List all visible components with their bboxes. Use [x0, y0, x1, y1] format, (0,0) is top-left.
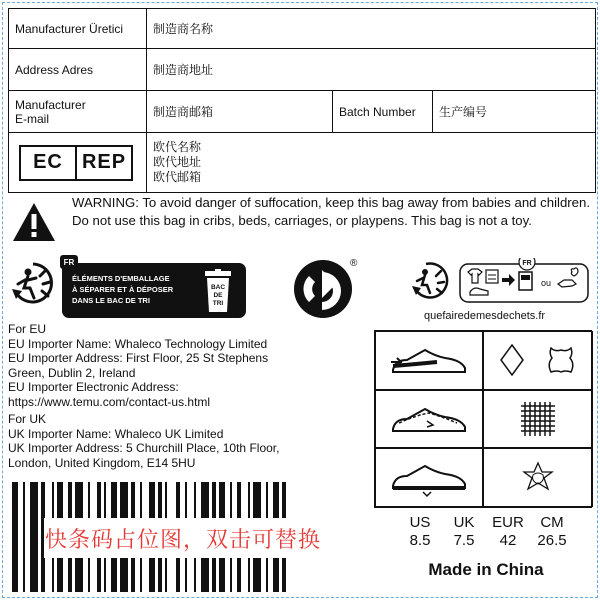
triman-line-2: À SÉPARER ET À DÉPOSER — [72, 285, 174, 294]
svg-text:DE: DE — [213, 292, 223, 299]
email-label — [9, 91, 147, 133]
svg-text:BAC: BAC — [210, 284, 226, 291]
warning-text: WARNING: To avoid danger of suffocation, keep this bag away from babies and children. Do not use this bag in cribs, beds, carriages, or playpens. This bag is not a toy. — [72, 195, 591, 228]
shoe-lining-icon — [387, 397, 471, 441]
lining-shoe-cell — [375, 390, 483, 449]
ec-rep-logo — [19, 145, 133, 181]
size-value-cm: 26.5 — [537, 532, 567, 549]
email-value: 制造商邮箱 — [147, 91, 333, 133]
upper-shoe-cell — [375, 331, 483, 390]
size-header-us: US — [409, 514, 431, 531]
ou-text: ou — [541, 278, 552, 288]
eu-importer-address: EU Importer Address: First Floor, 25 St Stephens Green, Dublin 2, Ireland — [8, 351, 269, 380]
textile-grid-icon — [519, 400, 557, 438]
ec-rep-cell — [9, 133, 147, 193]
manufacturer-value: 制造商名称 — [147, 9, 596, 49]
email-row — [9, 91, 596, 133]
rep-text: REP — [75, 147, 131, 179]
manufacturer-row — [9, 9, 596, 49]
leather-icon — [545, 344, 577, 376]
triman-icon — [8, 258, 58, 308]
manufacturer-label: Manufacturer Üretici — [9, 9, 147, 49]
registered-mark: ® — [350, 258, 358, 269]
size-value-uk: 7.5 — [453, 532, 475, 549]
size-conversion — [398, 514, 574, 550]
svg-text:TRI: TRI — [212, 300, 224, 307]
suffocation-warning — [8, 192, 596, 250]
address-label: Address Adres — [9, 49, 147, 91]
manufacturer-info-table — [8, 8, 596, 193]
ec-rep-row — [9, 133, 596, 193]
eu-electronic-label: EU Importer Electronic Address: — [8, 380, 179, 394]
barcode-placeholder-label[interactable]: 快条码占位图，双击可替换 — [44, 518, 322, 558]
eu-importer-name: EU Importer Name: Whaleco Technology Limited — [8, 336, 268, 351]
eu-importer-section — [8, 322, 308, 409]
email-label-line2: E-mail — [15, 111, 50, 126]
size-value-us: 8.5 — [409, 532, 431, 549]
upper-material-cell — [483, 331, 593, 390]
uk-importer-address: UK Importer Address: 5 Churchill Place, 10th Floor, London, United Kingdom, E14 5HU — [8, 441, 280, 470]
size-header-eur: EUR — [492, 514, 524, 531]
shoe-materials-grid — [374, 330, 592, 508]
quefaire-logo — [412, 258, 592, 328]
fr-badge: FR — [60, 255, 78, 269]
importer-details — [8, 322, 308, 473]
size-value-eur: 42 — [499, 532, 517, 549]
sole-material-cell — [483, 448, 593, 507]
triman-instructions — [72, 273, 198, 306]
quefaire-icons — [412, 258, 592, 308]
fr-badge-2: FR — [522, 260, 532, 267]
address-row — [9, 49, 596, 91]
size-header-uk: UK — [453, 514, 475, 531]
email-label-line1: Manufacturer — [15, 97, 86, 112]
triman-line-3: DANS LE BAC DE TRI — [72, 296, 150, 305]
warning-triangle-icon — [12, 202, 56, 242]
other-materials-star-icon — [521, 461, 555, 495]
coated-fabric-diamond-icon — [499, 343, 525, 377]
ec-text: EC — [33, 151, 63, 173]
eu-rep-email: 欧代邮箱 — [153, 170, 202, 184]
triman-line-1: ÉLÉMENTS D'EMBALLAGE — [72, 274, 170, 283]
green-dot-icon — [292, 258, 354, 320]
lining-material-cell — [483, 390, 593, 449]
eu-electronic-value: https://www.temu.com/contact-us.html — [8, 394, 211, 409]
eu-heading: For EU — [8, 322, 47, 336]
shoe-sole-icon — [387, 456, 471, 500]
uk-heading: For UK — [8, 412, 47, 426]
size-header-cm: CM — [540, 514, 564, 531]
country-of-origin: Made in China — [428, 560, 544, 579]
triman-info-box — [62, 257, 246, 318]
batch-number-value: 生产编号 — [433, 91, 596, 133]
eu-rep-address: 欧代地址 — [153, 155, 202, 169]
sorting-bin-icon — [204, 269, 232, 313]
address-value: 制造商地址 — [147, 49, 596, 91]
sole-shoe-cell — [375, 448, 483, 507]
eu-rep-details — [147, 133, 596, 193]
eu-rep-name: 欧代名称 — [153, 140, 202, 154]
batch-number-label: Batch Number — [333, 91, 433, 133]
uk-importer-name: UK Importer Name: Whaleco UK Limited — [8, 426, 224, 441]
uk-importer-section — [8, 412, 308, 470]
quefaire-url: quefairedemesdechets.fr — [424, 310, 546, 322]
shoe-upper-icon — [387, 338, 471, 382]
